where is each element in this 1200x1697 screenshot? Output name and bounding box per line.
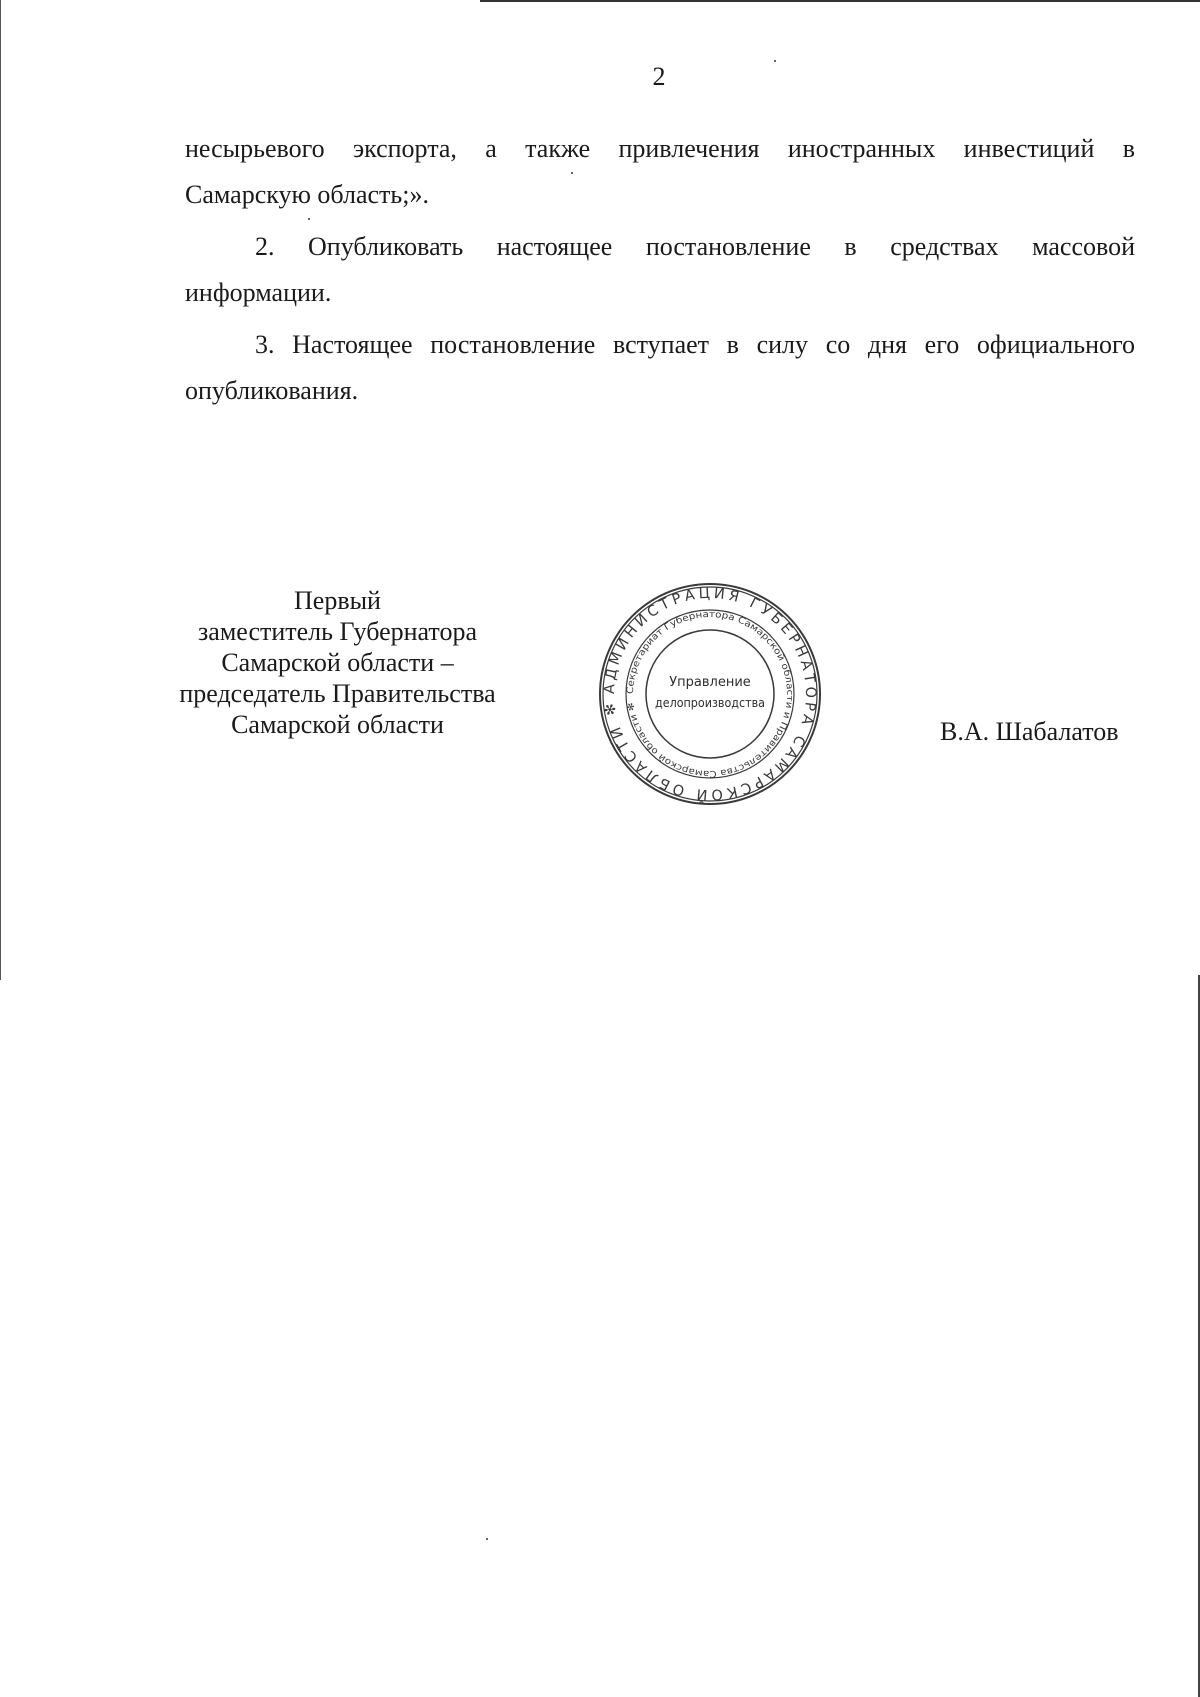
signatory-title-line: заместитель Губернатора xyxy=(198,617,477,646)
signatory-title-line: председатель Правительства xyxy=(179,679,496,708)
scan-speck xyxy=(486,1538,488,1540)
signatory-title-line: Самарской области – xyxy=(221,648,454,677)
paragraph-1-line-2: Самарскую область;». xyxy=(185,180,430,209)
seal-center-line-2: делопроизводства xyxy=(655,695,765,710)
signatory-title-line: Самарской области xyxy=(231,710,444,739)
signatory-title-line: Первый xyxy=(294,586,381,615)
page-number: 2 xyxy=(652,62,666,91)
paragraph-3-line-2: опубликования. xyxy=(185,376,359,405)
paragraph-2-line-2: информации. xyxy=(185,278,332,307)
official-seal xyxy=(598,582,822,806)
signatory-title xyxy=(160,585,515,740)
signatory-name: В.А. Шабалатов xyxy=(940,717,1119,746)
paragraph-3-line-1: 3. Настоящее постановление вступает в силу со дня его официального xyxy=(255,330,1135,359)
seal-inner-ring xyxy=(646,630,774,758)
scan-edge-top xyxy=(480,0,1200,2)
scan-edge-left xyxy=(0,0,1,980)
seal-center-line-1: Управление xyxy=(669,675,751,690)
paragraph-2-line-1: 2. Опубликовать настоящее постановление в средствах массовой xyxy=(255,232,1135,261)
seal-outer-text: АДМИНИСТРАЦИЯ ГУБЕРНАТОРА САМАРСКОЙ ОБЛАСТИ ✻ xyxy=(601,585,819,803)
seal-inner-text: Секретариат Губернатора Самарской области и Правительства Самарской области ✻ xyxy=(625,609,795,779)
paragraph-1-line-1: несырьевого экспорта, а также привлечения иностранных инвестиций в xyxy=(185,134,1135,163)
